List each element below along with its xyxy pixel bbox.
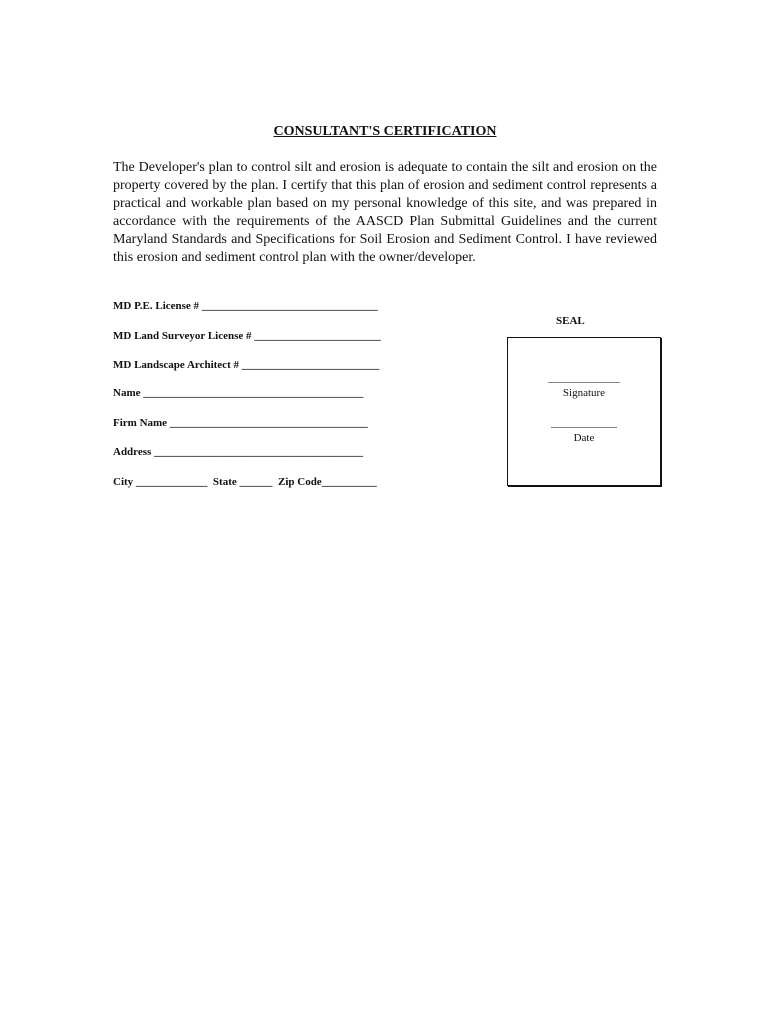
land-surveyor-license-field[interactable]: MD Land Surveyor License # _______________________ [113,330,381,342]
signature-label: Signature [562,387,606,399]
date-line[interactable]: ____________ [551,417,617,429]
city-state-zip-field[interactable]: City _____________ State ______ Zip Code__________ [113,476,377,488]
signature-line[interactable]: _____________ [548,372,620,384]
firm-name-field[interactable]: Firm Name ____________________________________ [113,417,368,429]
seal-label: SEAL [556,315,585,327]
address-field[interactable]: Address ______________________________________ [113,446,364,458]
page-title: CONSULTANT'S CERTIFICATION [273,124,497,139]
date-label: Date [573,432,595,444]
certification-paragraph: The Developer's plan to control silt and erosion is adequate to contain the silt and erosion on the property covered by the plan. I certify that this plan of erosion and sediment control represents a practical and workable plan based on my personal knowledge of this site, and was prepared in accordance with the requirements of the AASCD Plan Submittal Guidelines and the current Maryland Standards and Specifications for Soil Erosion and Sediment Control. I have reviewed this erosion and sediment control plan with the owner/developer. [113,160,657,265]
name-field[interactable]: Name ________________________________________ [113,387,364,399]
pe-license-field[interactable]: MD P.E. License # ________________________________ [113,300,378,312]
landscape-architect-field[interactable]: MD Landscape Architect # _________________________ [113,359,380,371]
seal-box [507,337,661,486]
